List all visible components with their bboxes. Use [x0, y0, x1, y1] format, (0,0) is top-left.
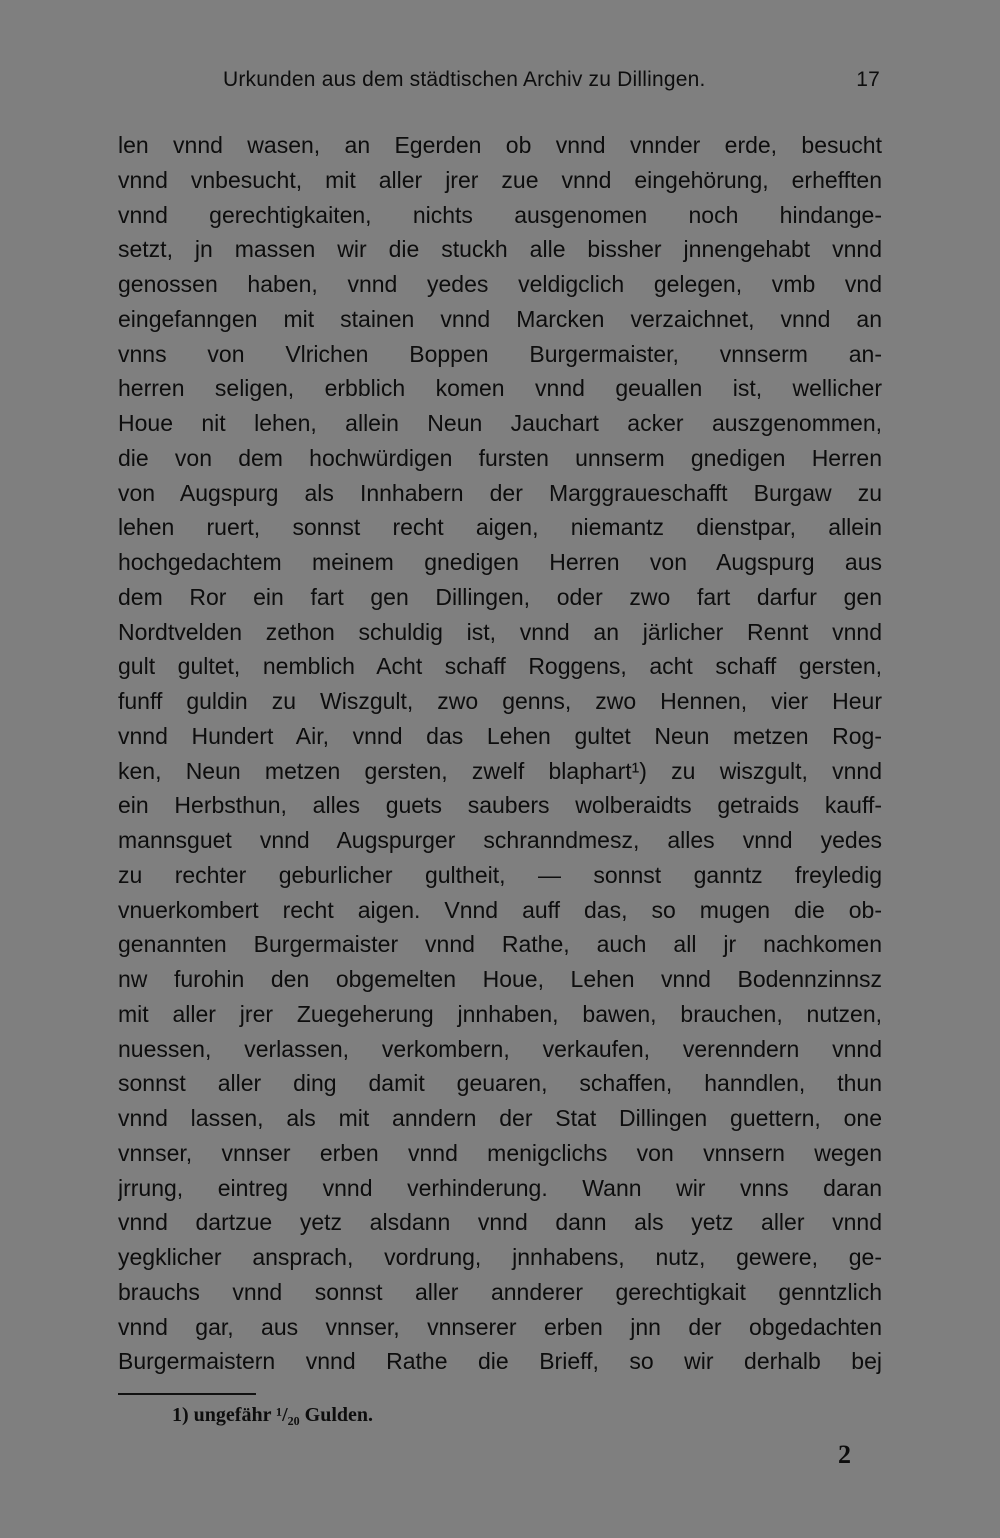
- text-line: herren seligen, erbblich komen vnnd geuallen ist, wellicher: [118, 375, 882, 402]
- text-line: Houe nit lehen, allein Neun Jauchart acker auszgenommen,: [118, 410, 882, 436]
- text-line: mannsguet vnnd Augspurger schranndmesz, alles vnnd yedes: [118, 827, 882, 853]
- text-line: eingefanngen mit stainen vnnd Marcken verzaichnet, vnnd an: [118, 305, 882, 332]
- text-line: nw furohin den obgemelten Houe, Lehen vnnd Bodennzinnsz: [118, 966, 882, 992]
- text-line: hochgedachtem meinem gnedigen Herren von Augspurg aus: [118, 549, 882, 575]
- text-line: vnnd lassen, als mit anndern der Stat Dillingen guettern, one: [118, 1105, 882, 1131]
- text-line: jrrung, eintreg vnnd verhinderung. Wann wir vnns daran: [118, 1174, 882, 1201]
- text-line: vnnd vnbesucht, mit aller jrer zue vnnd eingehörung, erhefften: [118, 166, 882, 193]
- running-header: [118, 64, 882, 100]
- text-line: dem Ror ein fart gen Dillingen, oder zwo fart darfur gen: [118, 583, 882, 610]
- text-line: von Augspurg als Innhabern der Marggraueschafft Burgaw zu: [118, 479, 882, 506]
- text-line: brauchs vnnd sonnst aller annderer gerechtigkait genntzlich: [118, 1278, 882, 1305]
- text-line: vnns von Vlrichen Boppen Burgermaister, vnnserm an-: [118, 340, 882, 367]
- footnote: [172, 1404, 373, 1427]
- text-line: ken, Neun metzen gersten, zwelf blaphart¹) zu wiszgult, vnnd: [118, 757, 882, 784]
- text-line: len vnnd wasen, an Egerden ob vnnd vnnder erde, besucht: [118, 132, 882, 158]
- text-line: vnnd gar, aus vnnser, vnnserer erben jnn der obgedachten: [118, 1313, 882, 1340]
- text-line: die von dem hochwürdigen fursten unnserm gnedigen Herren: [118, 444, 882, 471]
- text-line: Burgermaistern vnnd Rathe die Brieff, so wir derhalb bej: [118, 1348, 882, 1375]
- text-line: vnnd dartzue yetz alsdann vnnd dann als yetz aller vnnd: [118, 1209, 882, 1236]
- text-line: zu rechter geburlicher gultheit, — sonnst ganntz freyledig: [118, 861, 882, 888]
- text-line: nuessen, verlassen, verkombern, verkaufen, verenndern vnnd: [118, 1035, 882, 1062]
- text-line: vnuerkombert recht aigen. Vnnd auff das, so mugen die ob-: [118, 896, 882, 923]
- text-line: setzt, jn massen wir die stuckh alle bissher jnnengehabt vnnd: [118, 236, 882, 263]
- text-line: vnnd Hundert Air, vnnd das Lehen gultet Neun metzen Rog-: [118, 722, 882, 749]
- running-title: Urkunden aus dem städtischen Archiv zu Dillingen.: [223, 68, 706, 91]
- text-line: Nordtvelden zethon schuldig ist, vnnd an järlicher Rennt vnnd: [118, 618, 882, 645]
- signature-mark: 2: [838, 1440, 851, 1469]
- text-line: ein Herbsthun, alles guets saubers wolberaidts getraids kauff-: [118, 792, 882, 819]
- text-line: sonnst aller ding damit geuaren, schaffen, hanndlen, thun: [118, 1070, 882, 1097]
- text-line: yegklicher ansprach, vordrung, jnnhabens, nutz, gewere, ge-: [118, 1244, 882, 1270]
- footnote-marker: 1): [172, 1404, 189, 1426]
- text-line: funff guldin zu Wiszgult, zwo genns, zwo Hennen, vier Heur: [118, 688, 882, 714]
- body-text: [118, 128, 882, 1379]
- footnote-rule: [118, 1393, 256, 1395]
- text-line: genossen haben, vnnd yedes veldigclich gelegen, vmb vnd: [118, 271, 882, 297]
- text-line: vnnser, vnnser erben vnnd menigclichs von vnnsern wegen: [118, 1139, 882, 1166]
- text-line: vnnd gerechtigkaiten, nichts ausgenomen noch hindange-: [118, 201, 882, 228]
- text-line: mit aller jrer Zuegeherung jnnhaben, bawen, brauchen, nutzen,: [118, 1000, 882, 1027]
- text-line: genannten Burgermaister vnnd Rathe, auch all jr nachkomen: [118, 931, 882, 958]
- footnote-text: ungefähr ¹/₂₀ Gulden.: [193, 1404, 373, 1426]
- text-line: gult gultet, nemblich Acht schaff Roggens, acht schaff gersten,: [118, 653, 882, 680]
- text-line: lehen ruert, sonnst recht aigen, niemantz dienstpar, allein: [118, 514, 882, 541]
- page-number: 17: [856, 68, 880, 91]
